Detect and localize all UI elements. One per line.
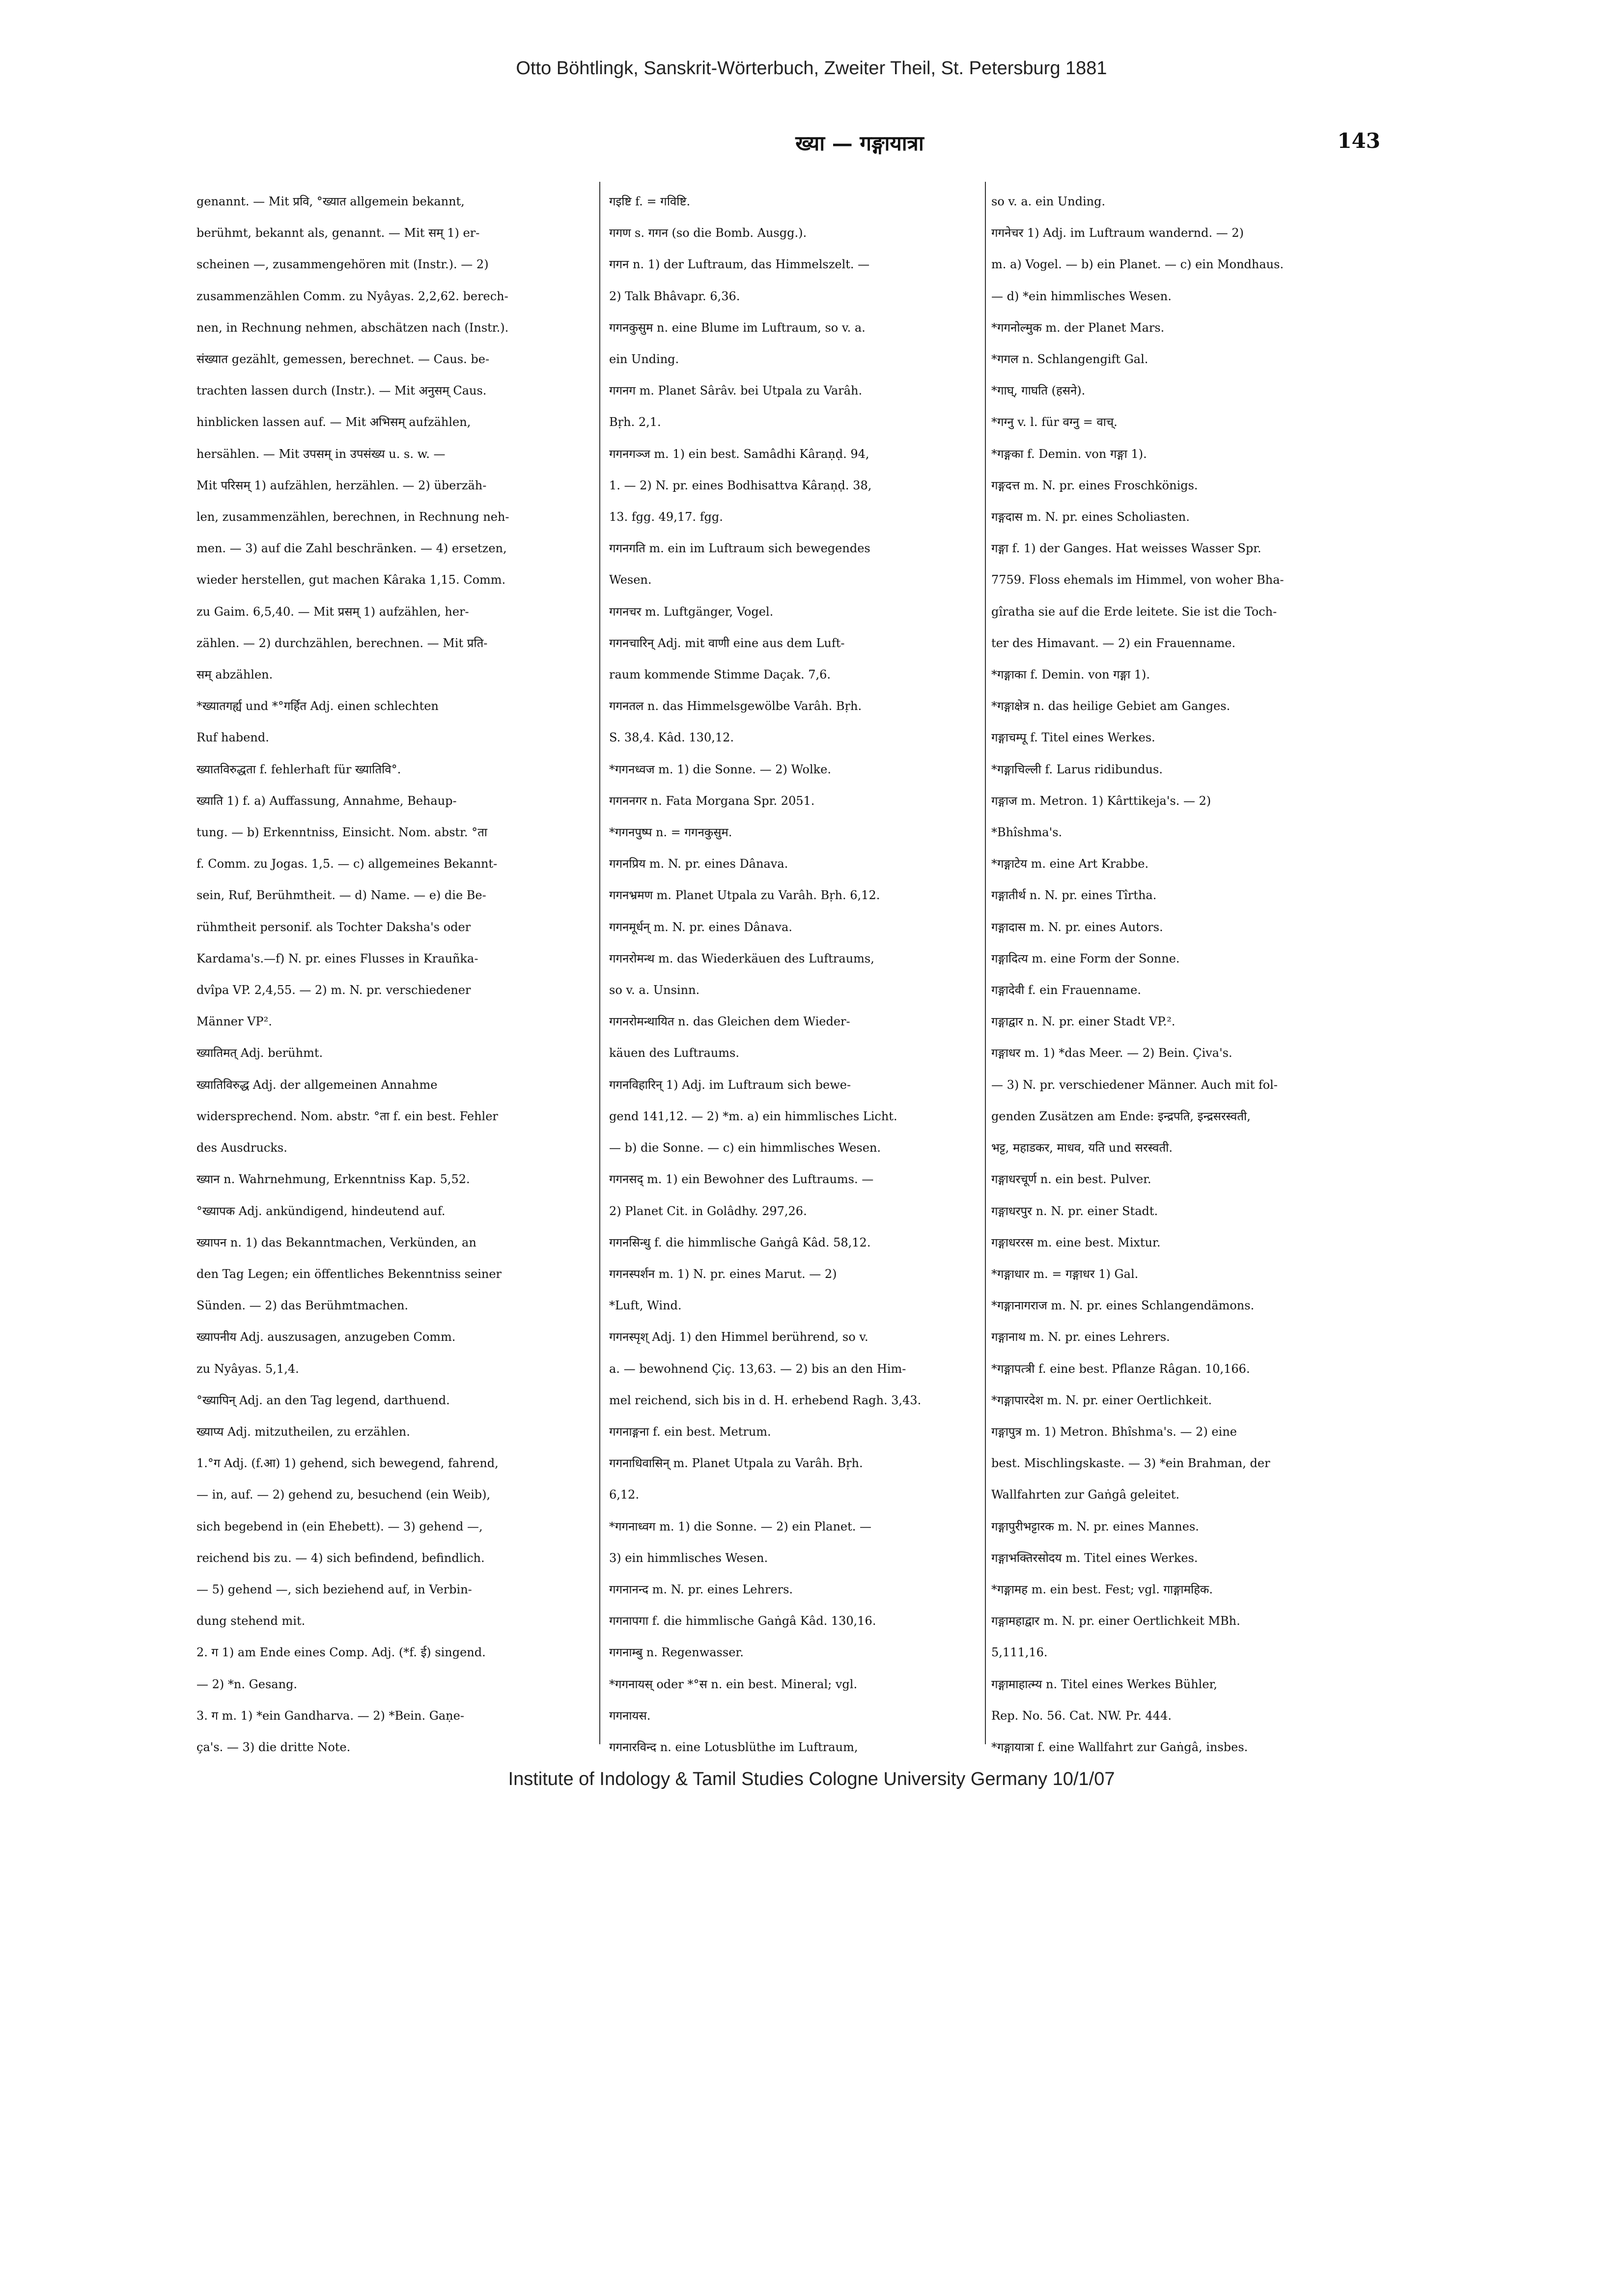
entry-line: *गङ्गाचिल्ली f. Larus ridibundus. bbox=[991, 762, 1163, 776]
entry-line: *गगनपुष्प n. = गगनकुसुम. bbox=[609, 825, 732, 840]
entry-line: *गगल n. Schlangengift Gal. bbox=[991, 352, 1148, 367]
entry-line: ख्यातिमत् Adj. berühmt. bbox=[196, 1046, 323, 1060]
dictionary-column-3 bbox=[991, 186, 1384, 1758]
entry-line: गङ्गदत्त m. N. pr. eines Froschkönigs. bbox=[991, 478, 1198, 492]
entry-line: ein Unding. bbox=[609, 352, 679, 367]
entry-line: *गङ्गापत्त्री f. eine best. Pflanze Râgan. 10,166. bbox=[991, 1361, 1250, 1376]
entry-line: so v. a. ein Unding. bbox=[991, 195, 1106, 208]
entry-line: zu Gaim. 6,5,40. — Mit प्रसम् 1) aufzählen, her- bbox=[196, 604, 469, 619]
entry-line: गगनानन्द m. N. pr. eines Lehrers. bbox=[609, 1582, 793, 1596]
entry-line: गङ्गाधररस m. eine best. Mixtur. bbox=[991, 1235, 1161, 1249]
entry-line: m. a) Vogel. — b) ein Planet. — c) ein Mondhaus. bbox=[991, 257, 1284, 272]
entry-line: men. — 3) auf die Zahl beschränken. — 4) ersetzen, bbox=[196, 541, 507, 556]
entry-line: genden Zusätzen am Ende: इन्द्रपति, इन्द्रसरस्वती, bbox=[991, 1109, 1251, 1123]
entry-line: zählen. — 2) durchzählen, berechnen. — Mit प्रति- bbox=[196, 636, 488, 650]
entry-line: reichend bis zu. — 4) sich befindend, befindlich. bbox=[196, 1551, 485, 1565]
entry-line: गइष्टि f. = गविष्टि. bbox=[609, 195, 691, 208]
entry-line: गगनविहारिन् 1) Adj. im Luftraum sich bewe- bbox=[609, 1077, 851, 1092]
entry-line: — in, auf. — 2) gehend zu, besuchend (ein Weib), bbox=[196, 1488, 491, 1502]
entry-line: *ख्यातगर्ह्य und *°गर्हित Adj. einen schlechten bbox=[196, 699, 439, 713]
entry-line: संख्यात gezählt, gemessen, berechnet. — Caus. be- bbox=[196, 352, 490, 367]
entry-line: गगननगर n. Fata Morgana Spr. 2051. bbox=[609, 794, 815, 808]
entry-line: भट्ट, महाडकर, माधव, यति und सरस्वती. bbox=[991, 1141, 1173, 1155]
entry-line: f. Comm. zu Jogas. 1,5. — c) allgemeines Bekannt- bbox=[196, 857, 498, 871]
page-header: Otto Böhtlingk, Sanskrit-Wörterbuch, Zweiter Theil, St. Petersburg 1881 bbox=[516, 58, 1107, 79]
entry-line: 2) Planet Cit. in Golâdhy. 297,26. bbox=[609, 1204, 807, 1218]
entry-line: sein, Ruf, Berühmtheit. — d) Name. — e) die Be- bbox=[196, 888, 486, 903]
entry-line: scheinen —, zusammengehören mit (Instr.). — 2) bbox=[196, 257, 489, 272]
entry-line: गङ्गानाथ m. N. pr. eines Lehrers. bbox=[991, 1330, 1170, 1344]
entry-line: rühmtheit personif. als Tochter Daksha's oder bbox=[196, 920, 471, 934]
entry-line: *गङ्गायात्रा f. eine Wallfahrt zur Gaṅgâ, insbes. bbox=[991, 1740, 1248, 1754]
entry-line: गङ्गा f. 1) der Ganges. Hat weisses Wasser Spr. bbox=[991, 541, 1261, 556]
entry-line: *गगनाध्वग m. 1) die Sonne. — 2) ein Planet. — bbox=[609, 1519, 872, 1533]
entry-line: des Ausdrucks. bbox=[196, 1141, 287, 1155]
entry-line: गङ्गाद्वार n. N. pr. einer Stadt VP.². bbox=[991, 1015, 1175, 1029]
entry-line: ter des Himavant. — 2) ein Frauenname. bbox=[991, 636, 1236, 650]
entry-line: ख्यान n. Wahrnehmung, Erkenntniss Kap. 5,52. bbox=[196, 1172, 470, 1187]
entry-line: गगनकुसुम n. eine Blume im Luftraum, so v. a. bbox=[609, 320, 866, 335]
entry-line: गगनगञ्ज m. 1) ein best. Samâdhi Kâraṇḍ. 94, bbox=[609, 447, 869, 461]
entry-line: गगनरोमन्थायित n. das Gleichen dem Wieder- bbox=[609, 1015, 850, 1029]
entry-line: S. 38,4. Kâd. 130,12. bbox=[609, 731, 734, 745]
entry-line: गङ्गाधरचूर्ण n. ein best. Pulver. bbox=[991, 1172, 1151, 1187]
entry-line: गगनप्रिय m. N. pr. eines Dânava. bbox=[609, 857, 788, 871]
entry-line: — 2) *n. Gesang. bbox=[196, 1677, 298, 1691]
entry-line: 2. ग 1) am Ende eines Comp. Adj. (*f. ई) singend. bbox=[196, 1645, 486, 1660]
entry-line: गगनग m. Planet Sârâv. bei Utpala zu Varâh. bbox=[609, 384, 863, 398]
entry-line: *गगनायस् oder *°स n. ein best. Mineral; vgl. bbox=[609, 1677, 858, 1691]
page-footer: Institute of Indology & Tamil Studies Cologne University Germany 10/1/07 bbox=[508, 1769, 1115, 1789]
entry-line: ख्यातिविरुद्ध Adj. der allgemeinen Annahme bbox=[196, 1077, 438, 1092]
entry-line: widersprechend. Nom. abstr. °ता f. ein best. Fehler bbox=[196, 1109, 498, 1123]
entry-line: Kardama's.—f) N. pr. eines Flusses in Krauñka- bbox=[196, 951, 478, 965]
running-head: ख्या — गङ्गायात्रा bbox=[795, 131, 924, 155]
entry-line: käuen des Luftraums. bbox=[609, 1046, 739, 1060]
entry-line: गङ्गाधर m. 1) *das Meer. — 2) Bein. Çiva's. bbox=[991, 1046, 1232, 1060]
entry-line: गगनारविन्द n. eine Lotusblüthe im Luftraum, bbox=[609, 1740, 858, 1754]
entry-line: Mit परिसम् 1) aufzählen, herzählen. — 2) überzäh- bbox=[196, 478, 487, 492]
entry-line: best. Mischlingskaste. — 3) *ein Brahman, der bbox=[991, 1456, 1270, 1471]
entry-line: सम् abzählen. bbox=[196, 668, 273, 682]
entry-line: trachten lassen durch (Instr.). — Mit अनुसम् Caus. bbox=[196, 384, 487, 398]
entry-line: गङ्गाधरपुर n. N. pr. einer Stadt. bbox=[991, 1204, 1158, 1218]
entry-line: गगनगति m. ein im Luftraum sich bewegendes bbox=[609, 541, 870, 556]
entry-line: nen, in Rechnung nehmen, abschätzen nach (Instr.). bbox=[196, 320, 509, 335]
page-number: 143 bbox=[1337, 129, 1380, 153]
entry-line: ख्यापन n. 1) das Bekanntmachen, Verkünden, an bbox=[196, 1235, 476, 1249]
entry-line: Rep. No. 56. Cat. NW. Pr. 444. bbox=[991, 1708, 1172, 1723]
entry-line: Männer VP². bbox=[196, 1015, 272, 1029]
entry-line: गङ्गातीर्थ n. N. pr. eines Tîrtha. bbox=[991, 888, 1157, 903]
entry-line: 13. fgg. 49,17. fgg. bbox=[609, 510, 723, 524]
entry-line: गगनरोमन्थ m. das Wiederkäuen des Luftraums, bbox=[609, 951, 874, 965]
entry-line: गगनचर m. Luftgänger, Vogel. bbox=[609, 604, 774, 619]
entry-line: *गङ्गाका f. Demin. von गङ्गा 1). bbox=[991, 668, 1150, 682]
entry-line: 6,12. bbox=[609, 1488, 640, 1502]
column-divider bbox=[599, 182, 600, 1744]
entry-line: *गगनध्वज m. 1) die Sonne. — 2) Wolke. bbox=[609, 762, 831, 776]
entry-line: mel reichend, sich bis in d. H. erhebend Ragh. 3,43. bbox=[609, 1393, 922, 1407]
entry-line: ख्यापनीय Adj. auszusagen, anzugeben Comm. bbox=[196, 1330, 456, 1344]
entry-line: गगनेचर 1) Adj. im Luftraum wandernd. — 2) bbox=[991, 226, 1244, 240]
entry-line: *Bhîshma's. bbox=[991, 825, 1063, 840]
entry-line: *गङ्गाटेय m. eine Art Krabbe. bbox=[991, 857, 1149, 871]
entry-line: *गङ्गानागराज m. N. pr. eines Schlangendämons. bbox=[991, 1299, 1255, 1313]
entry-line: sich begebend in (ein Ehebett). — 3) gehend —, bbox=[196, 1519, 483, 1533]
entry-line: 7759. Floss ehemals im Himmel, von woher Bha- bbox=[991, 573, 1284, 587]
entry-line: hersählen. — Mit उपसम् in उपसंख्य u. s. w. — bbox=[196, 447, 446, 461]
entry-line: ça's. — 3) die dritte Note. bbox=[196, 1740, 351, 1754]
entry-line: 5,111,16. bbox=[991, 1645, 1048, 1660]
entry-line: Ruf habend. bbox=[196, 731, 269, 745]
entry-line: °ख्यापक Adj. ankündigend, hindeutend auf. bbox=[196, 1204, 446, 1218]
entry-line: गगनचारिन् Adj. mit वाणी eine aus dem Luft- bbox=[609, 636, 845, 650]
entry-line: *गङ्गाधार m. = गङ्गाधर 1) Gal. bbox=[991, 1267, 1139, 1281]
entry-line: °ख्यापिन् Adj. an den Tag legend, darthuend. bbox=[196, 1393, 450, 1407]
entry-line: गगनाधिवासिन् m. Planet Utpala zu Varâh. Bṛh. bbox=[609, 1456, 863, 1471]
entry-line: Bṛh. 2,1. bbox=[609, 415, 661, 429]
entry-line: गगनभ्रमण m. Planet Utpala zu Varâh. Bṛh. 6,12. bbox=[609, 888, 880, 903]
entry-line: गगनसिन्धु f. die himmlische Gaṅgâ Kâd. 58,12. bbox=[609, 1235, 871, 1249]
entry-line: गगनमूर्धन् m. N. pr. eines Dânava. bbox=[609, 920, 792, 934]
entry-line: tung. — b) Erkenntniss, Einsicht. Nom. abstr. °ता bbox=[196, 825, 488, 840]
entry-line: *गङ्गापारदेश m. N. pr. einer Oertlichkeit. bbox=[991, 1393, 1212, 1407]
entry-line: गङ्गाभक्तिरसोदय m. Titel eines Werkes. bbox=[991, 1551, 1198, 1565]
entry-line: ख्याति 1) f. a) Auffassung, Annahme, Behaup- bbox=[196, 794, 457, 808]
entry-line: गङ्गामाहात्म्य n. Titel eines Werkes Bühler, bbox=[991, 1677, 1218, 1691]
entry-line: गगनायस. bbox=[609, 1708, 651, 1723]
entry-line: gend 141,12. — 2) *m. a) ein himmlisches Licht. bbox=[609, 1109, 897, 1123]
entry-line: *गग्नु v. l. für वग्नु = वाच्. bbox=[991, 415, 1118, 429]
entry-line: zusammenzählen Comm. zu Nyâyas. 2,2,62. berech- bbox=[196, 289, 508, 303]
entry-line: *गगनोल्मुक m. der Planet Mars. bbox=[991, 320, 1165, 335]
entry-line: गङ्गादेवी f. ein Frauenname. bbox=[991, 983, 1142, 997]
entry-line: wieder herstellen, gut machen Kâraka 1,15. Comm. bbox=[196, 573, 506, 587]
entry-line: ख्यातविरुद्धता f. fehlerhaft für ख्यातिवि°. bbox=[196, 762, 401, 776]
entry-line: genannt. — Mit प्रवि, °ख्यात allgemein bekannt, bbox=[196, 195, 465, 208]
entry-line: *Luft, Wind. bbox=[609, 1299, 682, 1313]
entry-line: गगनाम्बु n. Regenwasser. bbox=[609, 1645, 744, 1660]
entry-line: Sünden. — 2) das Berühmtmachen. bbox=[196, 1299, 409, 1313]
entry-line: dung stehend mit. bbox=[196, 1614, 306, 1628]
entry-line: *गङ्गाक्षेत्र n. das heilige Gebiet am Ganges. bbox=[991, 699, 1231, 713]
entry-line: 1.°ग Adj. (f.आ) 1) gehend, sich bewegend, fahrend, bbox=[196, 1456, 499, 1471]
entry-line: *गङ्गका f. Demin. von गङ्गा 1). bbox=[991, 447, 1147, 461]
column-divider bbox=[985, 182, 986, 1744]
entry-line: *गङ्गामह m. ein best. Fest; vgl. गाङ्गामहिक. bbox=[991, 1582, 1213, 1596]
entry-line: 1. — 2) N. pr. eines Bodhisattva Kâraṇḍ. 38, bbox=[609, 478, 872, 492]
entry-line: गङ्गादित्य m. eine Form der Sonne. bbox=[991, 951, 1180, 965]
entry-line: गङ्गदास m. N. pr. eines Scholiasten. bbox=[991, 510, 1190, 524]
entry-line: गगनाङ्गना f. ein best. Metrum. bbox=[609, 1424, 771, 1439]
entry-line: गगनसद् m. 1) ein Bewohner des Luftraums. — bbox=[609, 1172, 874, 1187]
entry-line: गङ्गाज m. Metron. 1) Kârttikeja's. — 2) bbox=[991, 794, 1211, 808]
entry-line: den Tag Legen; ein öffentliches Bekenntniss seiner bbox=[196, 1267, 502, 1281]
entry-line: berühmt, bekannt als, genannt. — Mit सम् 1) er- bbox=[196, 226, 480, 240]
entry-line: गगनस्पर्शन m. 1) N. pr. eines Marut. — 2) bbox=[609, 1267, 837, 1281]
entry-line: गगनस्पृश् Adj. 1) den Himmel berührend, so v. bbox=[609, 1330, 868, 1344]
entry-line: गगनापगा f. die himmlische Gaṅgâ Kâd. 130,16. bbox=[609, 1614, 876, 1628]
entry-line: गङ्गामहाद्वार m. N. pr. einer Oertlichkeit MBh. bbox=[991, 1614, 1240, 1628]
entry-line: — 5) gehend —, sich beziehend auf, in Verbin- bbox=[196, 1582, 472, 1596]
entry-line: ख्याप्य Adj. mitzutheilen, zu erzählen. bbox=[196, 1424, 410, 1439]
entry-line: गगण s. गगन (so die Bomb. Ausgg.). bbox=[609, 226, 807, 240]
entry-line: गङ्गापुरीभट्टारक m. N. pr. eines Mannes. bbox=[991, 1519, 1199, 1533]
entry-line: — 3) N. pr. verschiedener Männer. Auch mit fol- bbox=[991, 1077, 1278, 1092]
entry-line: गङ्गादास m. N. pr. eines Autors. bbox=[991, 920, 1163, 934]
entry-line: 2) Talk Bhâvapr. 6,36. bbox=[609, 289, 740, 303]
entry-line: so v. a. Unsinn. bbox=[609, 983, 700, 997]
entry-line: 3. ग m. 1) *ein Gandharva. — 2) *Bein. Gaṇe- bbox=[196, 1708, 464, 1723]
entry-line: zu Nyâyas. 5,1,4. bbox=[196, 1361, 299, 1376]
entry-line: raum kommende Stimme Daçak. 7,6. bbox=[609, 668, 831, 682]
entry-line: गङ्गाचम्पू f. Titel eines Werkes. bbox=[991, 731, 1155, 745]
entry-line: गङ्गापुत्र m. 1) Metron. Bhîshma's. — 2) eine bbox=[991, 1424, 1237, 1439]
entry-line: a. — bewohnend Çiç. 13,63. — 2) bis an den Him- bbox=[609, 1361, 906, 1376]
entry-line: len, zusammenzählen, berechnen, in Rechnung neh- bbox=[196, 510, 509, 524]
entry-line: 3) ein himmlisches Wesen. bbox=[609, 1551, 768, 1565]
entry-line: gîratha sie auf die Erde leitete. Sie ist die Toch- bbox=[991, 604, 1277, 619]
dictionary-column-1 bbox=[196, 186, 589, 1758]
entry-line: गगन n. 1) der Luftraum, das Himmelszelt. — bbox=[609, 257, 870, 272]
entry-line: Wesen. bbox=[609, 573, 652, 587]
entry-line: गगनतल n. das Himmelsgewölbe Varâh. Bṛh. bbox=[609, 699, 862, 713]
dictionary-column-2 bbox=[609, 186, 985, 1758]
entry-line: *गाघ्, गाघति (हसने). bbox=[991, 384, 1086, 398]
entry-line: — d) *ein himmlisches Wesen. bbox=[991, 289, 1172, 303]
entry-line: hinblicken lassen auf. — Mit अभिसम् aufzählen, bbox=[196, 415, 471, 429]
entry-line: Wallfahrten zur Gaṅgâ geleitet. bbox=[991, 1488, 1179, 1502]
entry-line: — b) die Sonne. — c) ein himmlisches Wesen. bbox=[609, 1141, 881, 1155]
entry-line: dvîpa VP. 2,4,55. — 2) m. N. pr. verschiedener bbox=[196, 983, 471, 997]
